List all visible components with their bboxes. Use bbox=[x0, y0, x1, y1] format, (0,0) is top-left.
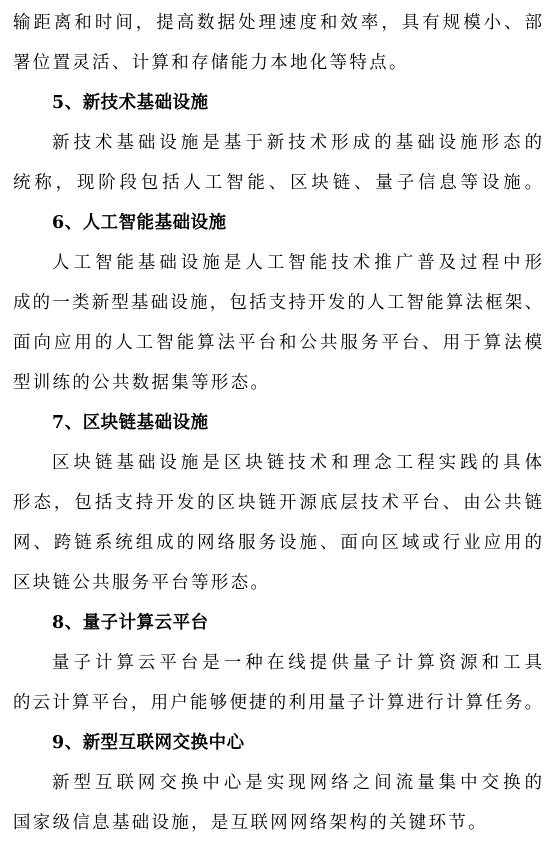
paragraph-line: 署位置灵活、计算和存储能力本地化等特点。 bbox=[13, 53, 409, 73]
paragraph-line: 网、跨链系统组成的网络服务设施、面向区域或行业应用的 bbox=[13, 533, 542, 553]
section-heading: 5、新技术基础设施 bbox=[52, 93, 209, 113]
paragraph-line: 区块链基础设施是区块链技术和理念工程实践的具体 bbox=[52, 453, 542, 473]
section-heading: 9、新型互联网交换中心 bbox=[52, 733, 245, 753]
paragraph-line: 的云计算平台，用户能够便捷的利用量子计算进行计算任务。 bbox=[13, 693, 542, 713]
paragraph-line: 成的一类新型基础设施，包括支持开发的人工智能算法框架、 bbox=[13, 293, 542, 313]
paragraph-line: 国家级信息基础设施，是互联网网络架构的关键环节。 bbox=[13, 813, 488, 833]
paragraph-line: 新型互联网交换中心是实现网络之间流量集中交换的 bbox=[52, 773, 542, 793]
section-heading: 7、区块链基础设施 bbox=[52, 413, 209, 433]
paragraph-line: 区块链公共服务平台等形态。 bbox=[13, 573, 271, 593]
paragraph-line: 量子计算云平台是一种在线提供量子计算资源和工具 bbox=[52, 653, 542, 673]
paragraph-line: 形态，包括支持开发的区块链开源底层技术平台、由公共链 bbox=[13, 493, 542, 513]
section-heading: 6、人工智能基础设施 bbox=[52, 213, 227, 233]
paragraph-line: 人工智能基础设施是人工智能技术推广普及过程中形 bbox=[52, 253, 542, 273]
paragraph-line: 面向应用的人工智能算法平台和公共服务平台、用于算法模 bbox=[13, 333, 542, 353]
section-heading: 8、量子计算云平台 bbox=[52, 613, 209, 633]
paragraph-line: 新技术基础设施是基于新技术形成的基础设施形态的 bbox=[52, 133, 542, 153]
paragraph-line: 型训练的公共数据集等形态。 bbox=[13, 373, 271, 393]
paragraph-line: 统称，现阶段包括人工智能、区块链、量子信息等设施。 bbox=[13, 173, 542, 193]
paragraph-line: 输距离和时间，提高数据处理速度和效率，具有规模小、部 bbox=[13, 13, 542, 33]
